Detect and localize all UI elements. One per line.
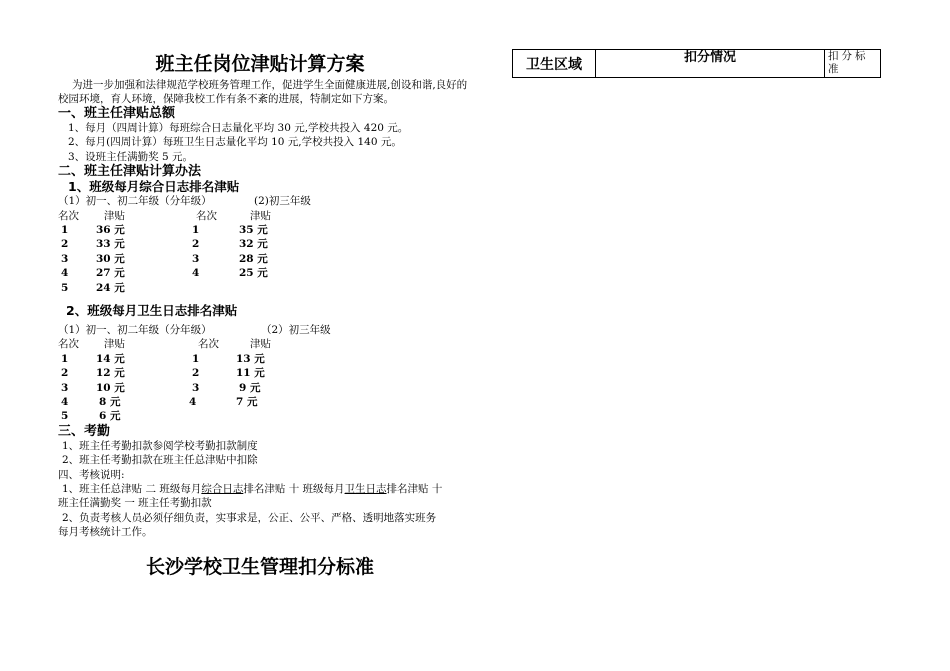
section1-item: 3、设班主任满勤奖 5 元。 [68, 150, 194, 163]
table-row [58, 281, 468, 295]
rank-cell: 4 [189, 395, 197, 408]
col-pay-b: 津贴 [250, 338, 271, 351]
rank-cell: 2 [61, 367, 69, 380]
section3-heading: 三、考勤 [58, 423, 111, 439]
col-pay-a: 津贴 [104, 209, 125, 222]
rank-cell: 3 [192, 381, 200, 394]
table-row [58, 266, 468, 280]
pay-cell: 28 元 [239, 252, 268, 265]
pay-cell: 25 元 [239, 267, 268, 280]
rank-cell: 1 [192, 224, 200, 236]
table-row [58, 366, 468, 380]
table-row [58, 352, 468, 366]
formula-text: 排名津贴 十 班级每月 [243, 482, 345, 495]
formula-underlined-term: 综合日志 [201, 482, 244, 495]
section3-item: 1、班主任考勤扣款参阅学校考勤扣款制度 [62, 439, 258, 452]
group-header-row [58, 194, 468, 208]
section4-item2: 2、负责考核人员必须仔细负责，实事求是，公正、公平、严格、透明地落实班务 [62, 511, 437, 524]
second-document-title: 长沙学校卫生管理扣分标准 [145, 556, 374, 578]
formula-underlined-term: 卫生日志 [344, 482, 387, 495]
allowance-plan [58, 50, 468, 540]
pay-cell: 24 元 [96, 281, 125, 294]
sub2-heading: 2、班级每月卫生日志排名津贴 [66, 302, 238, 318]
table-row [58, 395, 468, 409]
rank-cell: 4 [61, 395, 69, 408]
group-b-label: （2）初三年级 [261, 323, 331, 336]
group-a-label: （1）初一、初二年级（分年级） [58, 323, 212, 336]
intro-paragraph: 为进一步加强和法律规范学校班务管理工作，促进学生全面健康进展,创设和谐,良好的校园环境，育人环境，保障我校工作有条不紊的进展，特制定如下方案。 [58, 79, 468, 105]
pay-cell: 27 元 [96, 267, 125, 280]
sub1-ranking-table [58, 194, 468, 295]
section1-item: 1、每月（四周计算）每班综合日志量化平均 30 元,学校共投入 420 元。 [68, 122, 409, 134]
formula-text: 排名津贴 十 [386, 482, 443, 495]
pay-cell: 6 元 [99, 410, 121, 423]
table-row [58, 381, 468, 395]
rank-cell: 1 [192, 352, 200, 365]
rank-cell: 4 [192, 267, 200, 280]
rank-cell: 2 [192, 367, 200, 380]
col-pay-b: 津贴 [250, 209, 271, 222]
section3-item: 2、班主任考勤扣款在班主任总津贴中扣除 [62, 454, 258, 467]
pay-cell: 14 元 [96, 352, 125, 365]
pay-cell: 35 元 [239, 224, 268, 236]
formula-line-continued: 班主任满勤奖 一 班主任考勤扣款 [58, 497, 212, 510]
rank-cell: 3 [61, 381, 69, 394]
header-hygiene-area: 卫生区域 [513, 50, 596, 78]
table-row [58, 237, 468, 251]
pay-cell: 36 元 [96, 224, 125, 236]
rank-cell: 5 [61, 410, 69, 423]
section4-heading: 四、考核说明: [58, 468, 125, 481]
group-b-label: (2)初三年级 [254, 195, 311, 208]
col-pay-a: 津贴 [104, 338, 125, 351]
rank-cell: 5 [61, 281, 69, 294]
document-title: 班主任岗位津贴计算方案 [155, 53, 365, 75]
section1-heading: 一、班主任津贴总额 [58, 106, 176, 121]
rank-cell: 4 [61, 267, 69, 280]
pay-cell: 30 元 [96, 252, 125, 265]
pay-cell: 7 元 [236, 395, 258, 408]
col-rank-a: 名次 [58, 338, 79, 351]
pay-cell: 12 元 [96, 367, 125, 380]
sub2-ranking-table [58, 323, 468, 424]
col-rank-b: 名次 [198, 338, 219, 351]
header-deduction-status: 扣分情况 [596, 50, 825, 78]
hygiene-deduction-table [512, 49, 881, 78]
rank-cell: 3 [61, 252, 69, 265]
pay-cell: 32 元 [239, 238, 268, 251]
formula-text: 1、班主任总津贴 二 班级每月 [62, 482, 202, 495]
col-rank-a: 名次 [58, 209, 79, 222]
rank-cell: 2 [192, 238, 200, 251]
rank-cell: 1 [61, 352, 69, 365]
table-row [58, 409, 468, 423]
table-row [58, 252, 468, 266]
formula-line [58, 482, 468, 496]
section1-item: 2、每月(四周计算）每班卫生日志量化平均 10 元,学校共投入 140 元。 [68, 136, 402, 149]
pay-cell: 9 元 [239, 381, 261, 394]
group-a-label: （1）初一、初二年级（分年级） [58, 195, 212, 208]
table-header-row [513, 50, 881, 78]
table-row [58, 223, 468, 237]
rank-cell: 2 [61, 238, 69, 251]
section2-heading: 二、班主任津贴计算办法 [58, 164, 202, 180]
rank-cell: 3 [192, 252, 200, 265]
column-header-row [58, 209, 468, 223]
column-header-row [58, 337, 468, 351]
header-deduction-standard: 扣分标准 [825, 50, 881, 78]
pay-cell: 8 元 [99, 395, 121, 408]
section4-item2-continued: 每月考核统计工作。 [58, 526, 153, 539]
sub1-heading: 1、班级每月综合日志排名津贴 [68, 179, 240, 195]
rank-cell: 1 [61, 224, 69, 236]
col-rank-b: 名次 [196, 209, 217, 222]
group-header-row [58, 323, 468, 337]
pay-cell: 10 元 [96, 381, 125, 394]
pay-cell: 33 元 [96, 238, 125, 251]
pay-cell: 13 元 [236, 352, 265, 365]
pay-cell: 11 元 [236, 367, 265, 380]
